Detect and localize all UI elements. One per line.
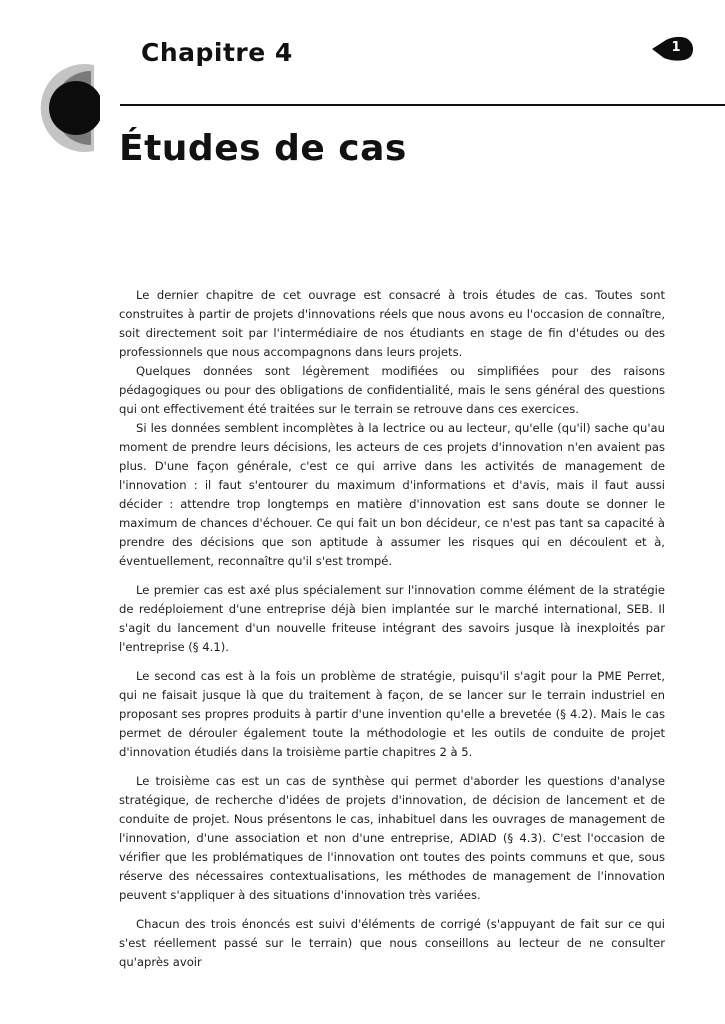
chapter-label: Chapitre 4 [141,38,293,67]
paragraph: Quelques données sont légèrement modifiées ou simplifiées pour des raisons pédagogiques ou pour des obligations de confidentialité, mais le sens général des questions qui ont effectivement été traitées sur le terrain se retrouve dans ces exercices. [119,364,665,416]
paragraph: Si les données semblent incomplètes à la lectrice ou au lecteur, qu'elle (qu'il) sache qu'au moment de prendre leurs décisions, les acteurs de ces projets d'innovation n'en avaient pas plus. D'une façon générale, c'est ce qui arrive dans les activités de management de l'innovation : il faut s'entourer du maximum d'informations et d'avis, mais il faut aussi décider : attendre trop longtemps en matière d'innovation est sans doute se donner le maximum de chances d'échouer. Ce qui fait un bon décideur, ce n'est pas tant sa capacité à prendre des décisions que son aptitude à assumer les risques qui en découlent et à, éventuellement, reconnaître qu'il s'est trompé. [119,421,665,568]
body-text [119,286,665,972]
header-divider [120,104,725,106]
paragraph: Le second cas est à la fois un problème de stratégie, puisqu'il s'agit pour la PME Perret, qui ne faisait jusque là que du traitement à façon, de se lancer sur le terrain industriel en proposant ses propres produits à partir d'une invention qu'elle a brevetée (§ 4.2). Mais le cas permet de dérouler également toute la méthodologie et les outils de conduite de projet d'innovation étudiés dans la troisième partie chapitres 2 à 5. [119,669,665,759]
page-number: 1 [671,40,681,55]
page-title: Études de cas [119,128,407,169]
paragraph: Le troisième cas est un cas de synthèse qui permet d'aborder les questions d'analyse stratégique, de recherche d'idées de projets d'innovation, de décision de lancement et de conduite de projet. Nous présentons le cas, inhabituel dans les ouvrages de management de l'innovation, d'une association et non d'une entreprise, ADIAD (§ 4.3). C'est l'occasion de vérifier que les problématiques de l'innovation ont toutes des points communs et que, sous réserve des nécessaires contextualisations, les méthodes de management de l'innovation peuvent s'appliquer à des situations d'innovation très variées. [119,774,665,902]
paragraph: Chacun des trois énoncés est suivi d'éléments de corrigé (s'appuyant de fait sur ce qui s'est réellement passé sur le terrain) que nous conseillons au lecteur de ne consulter qu'après avoir [119,917,665,969]
paragraph: Le premier cas est axé plus spécialement sur l'innovation comme élément de la stratégie de redéploiement d'une entreprise déjà bien implantée sur le marché international, SEB. Il s'agit du lancement d'un nouvelle friteuse intégrant des savoirs jusque là inexploités par l'entreprise (§ 4.1). [119,583,665,654]
paragraph: Le dernier chapitre de cet ouvrage est consacré à trois études de cas. Toutes sont construites à partir de projets d'innovations réels que nous avons eu l'occasion de connaître, soit directement soit par l'intermédiaire de nos étudiants en stage de fin d'études ou des professionnels que nous accompagnons dans leurs projets. [119,288,665,359]
chapter-ring-icon [30,62,100,154]
